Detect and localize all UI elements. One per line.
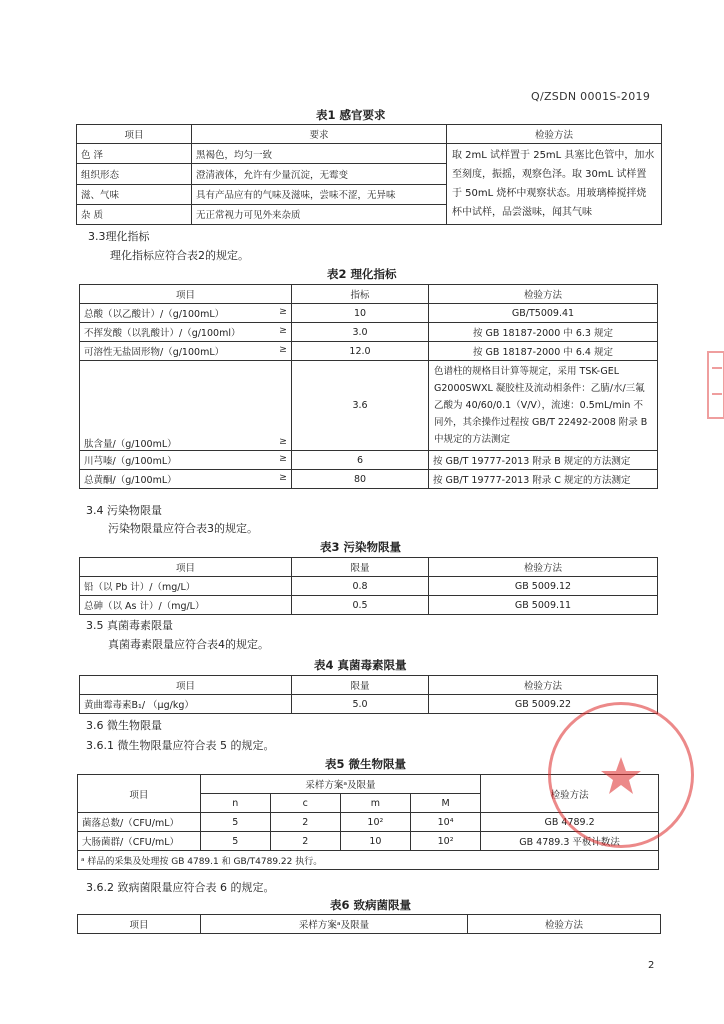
table1: [76, 124, 662, 225]
table2-row-method: 按 GB/T 19777-2013 附录 C 规定的方法测定: [429, 470, 658, 489]
table1-header-item: 项目: [77, 125, 192, 144]
table1-row-item: 滋、气味: [77, 184, 192, 204]
table3-row-item: 铅（以 Pb 计）/（mg/L）: [80, 577, 292, 596]
table2-row-item: 肽含量/（g/100mL） ≥: [80, 361, 292, 451]
table5-row-method: GB 4789.2: [481, 813, 659, 832]
table2-row-item: 总黄酮/（g/100mL） ≥: [80, 470, 292, 489]
section-3-6-1-text: 3.6.1 微生物限量应符合表 5 的规定。: [86, 739, 275, 752]
table3-row-method: GB 5009.12: [429, 577, 658, 596]
table2-header-value: 指标: [292, 285, 429, 304]
table5-note: ᵃ 样品的采集及处理按 GB 4789.1 和 GB/T4789.22 执行。: [78, 851, 659, 870]
table2-row-value: 3.6: [292, 361, 429, 451]
table6-header-method: 检验方法: [468, 915, 661, 934]
table5-row-m: 10²: [340, 813, 410, 832]
table4-row-limit: 5.0: [292, 695, 429, 714]
table4-caption: 表4 真菌毒素限量: [314, 658, 407, 672]
table3-row-method: GB 5009.11: [429, 596, 658, 615]
table2-caption: 表2 理化指标: [327, 267, 397, 281]
table2-header-item: 项目: [80, 285, 292, 304]
table4-header-item: 项目: [80, 676, 292, 695]
table1-row-requirement: 黑褐色，均匀一致: [192, 144, 447, 164]
table2-row-item: 不挥发酸（以乳酸计）/（g/100ml） ≥: [80, 323, 292, 342]
table5-row-item: 大肠菌群/（CFU/mL）: [78, 832, 201, 851]
table3-header-method: 检验方法: [429, 558, 658, 577]
table5-row-item: 菌落总数/（CFU/mL）: [78, 813, 201, 832]
table3-header-limit: 限量: [292, 558, 429, 577]
table1-method-text: 取 2mL 试样置于 25mL 具塞比色管中，加水至刻度，振摇，观察色泽。取 30mL 试样置于 50mL 烧杯中观察状态。用玻璃棒搅拌烧杯中试样，品尝滋味，闻其气味: [447, 144, 662, 225]
table5: [77, 774, 659, 870]
table5-sub-c: c: [270, 794, 340, 813]
section-3-6-title: 3.6 微生物限量: [86, 719, 162, 732]
table2-row-value: 80: [292, 470, 429, 489]
table1-header-method: 检验方法: [447, 125, 662, 144]
table5-caption: 表5 微生物限量: [325, 757, 407, 771]
table1-row-item: 色 泽: [77, 144, 192, 164]
table1-header-requirement: 要求: [192, 125, 447, 144]
table2-row-method: GB/T5009.41: [429, 304, 658, 323]
table2-row-method: 按 GB 18187-2000 中 6.3 规定: [429, 323, 658, 342]
section-3-6-2-text: 3.6.2 致病菌限量应符合表 6 的规定。: [86, 881, 275, 894]
section-3-4-text: 污染物限量应符合表3的规定。: [108, 522, 258, 535]
table5-row-n: 5: [200, 832, 270, 851]
page-number: 2: [648, 960, 655, 971]
table5-row-M: 10²: [410, 832, 480, 851]
table2-row-value: 10: [292, 304, 429, 323]
table2-row-item: 总酸（以乙酸计）/（g/100mL） ≥: [80, 304, 292, 323]
table5-row-method: GB 4789.3 平板计数法: [481, 832, 659, 851]
table6-header-plan: 采样方案ᵃ及限量: [201, 915, 468, 934]
table4-header-limit: 限量: [292, 676, 429, 695]
table1-row-requirement: 澄清液体，允许有少量沉淀，无霉变: [192, 164, 447, 184]
table3-row-item: 总砷（以 As 计）/（mg/L）: [80, 596, 292, 615]
table5-row-c: 2: [270, 813, 340, 832]
section-3-5-text: 真菌毒素限量应符合表4的规定。: [108, 638, 269, 651]
section-3-3-text: 理化指标应符合表2的规定。: [110, 249, 249, 262]
table2-row-value: 3.0: [292, 323, 429, 342]
table3: [79, 557, 658, 615]
table6-header-item: 项目: [78, 915, 201, 934]
table5-row-m: 10: [340, 832, 410, 851]
table1-row-requirement: 无正常视力可见外来杂质: [192, 204, 447, 224]
table1-row-item: 组织形态: [77, 164, 192, 184]
section-3-5-title: 3.5 真菌毒素限量: [86, 619, 173, 632]
table2-header-method: 检验方法: [429, 285, 658, 304]
table2-row-method: 按 GB/T 19777-2013 附录 B 规定的方法测定: [429, 451, 658, 470]
table5-row-M: 10⁴: [410, 813, 480, 832]
table2: [79, 284, 658, 489]
section-3-4-title: 3.4 污染物限量: [86, 504, 162, 517]
table1-row-item: 杂 质: [77, 204, 192, 224]
table2-row-method: 色谱柱的规格目计算等规定，采用 TSK-GEL G2000SWXL 凝胶柱及流动相条件：乙腈/水/三氟乙酸为 40/60/0.1（V/V），流速：0.5mL/min 不同外，其余操作过程按 GB/T 22492-2008 附录 B 中规定的方法测定: [429, 361, 658, 451]
table5-row-n: 5: [200, 813, 270, 832]
table4-header-method: 检验方法: [429, 676, 658, 695]
table5-header-item: 项目: [78, 775, 201, 813]
section-3-3-title: 3.3理化指标: [88, 230, 150, 243]
edge-stamp-fragment: [706, 350, 724, 420]
table5-sub-m: m: [340, 794, 410, 813]
table2-row-item: 可溶性无盐固形物/（g/100mL） ≥: [80, 342, 292, 361]
table6-caption: 表6 致病菌限量: [330, 898, 412, 912]
table4-row-method: GB 5009.22: [429, 695, 658, 714]
table4: [79, 675, 658, 714]
table1-caption: 表1 感官要求: [316, 108, 386, 122]
table2-row-value: 12.0: [292, 342, 429, 361]
table5-header-method: 检验方法: [481, 775, 659, 813]
table2-row-value: 6: [292, 451, 429, 470]
table1-row-requirement: 具有产品应有的气味及滋味，尝味不涩，无异味: [192, 184, 447, 204]
standard-code: Q/ZSDN 0001S-2019: [531, 90, 651, 103]
table2-row-item: 川芎嗪/（g/100mL） ≥: [80, 451, 292, 470]
table5-sub-n: n: [200, 794, 270, 813]
table3-header-item: 项目: [80, 558, 292, 577]
table5-sub-M: M: [410, 794, 480, 813]
table5-row-c: 2: [270, 832, 340, 851]
table3-row-limit: 0.8: [292, 577, 429, 596]
table3-row-limit: 0.5: [292, 596, 429, 615]
table3-caption: 表3 污染物限量: [320, 540, 402, 554]
table2-row-method: 按 GB 18187-2000 中 6.4 规定: [429, 342, 658, 361]
table6: [77, 914, 661, 934]
table4-row-item: 黄曲霉毒素B₁/ （μg/kg）: [80, 695, 292, 714]
table5-header-plan: 采样方案ᵃ及限量: [200, 775, 480, 794]
